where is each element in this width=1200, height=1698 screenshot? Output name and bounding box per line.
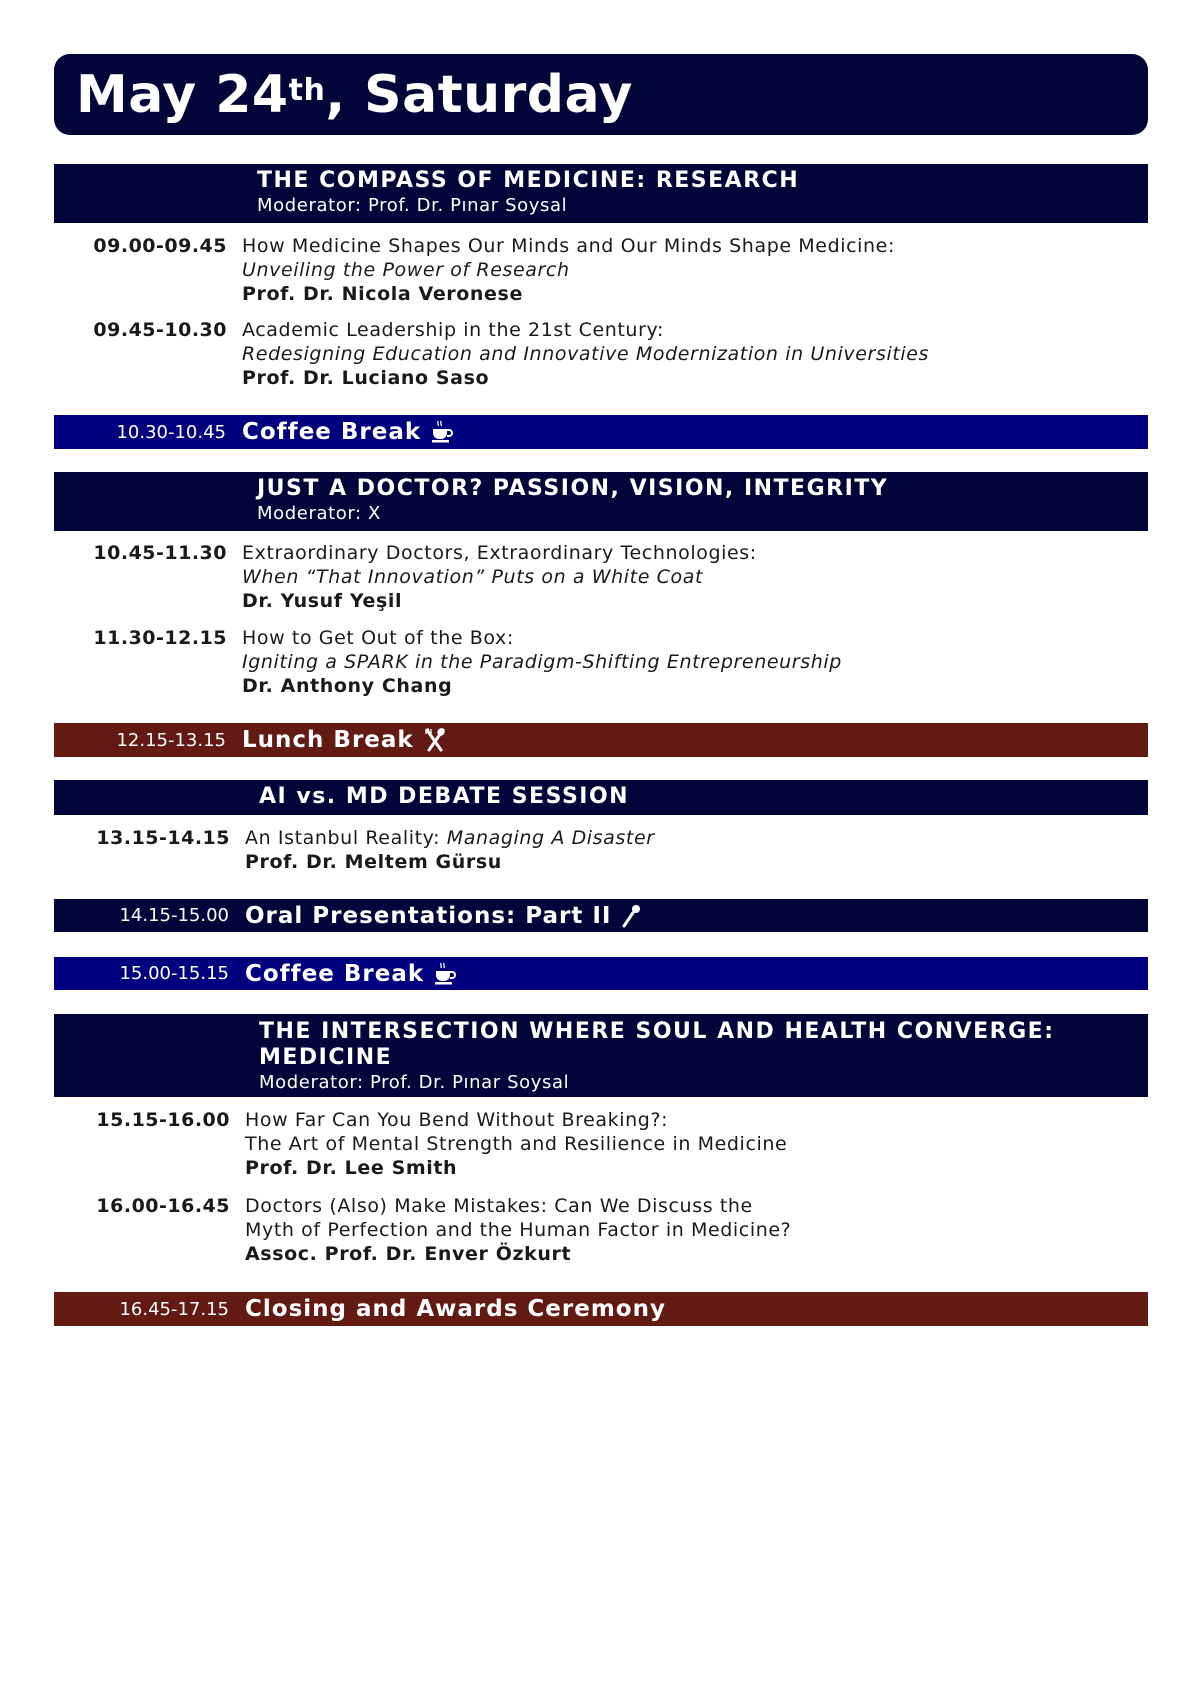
talk-subtitle: Igniting a SPARK in the Paradigm-Shifting Entrepreneurship	[242, 651, 842, 673]
talk-title-italic: Managing A Disaster	[446, 827, 655, 849]
session-title: AI vs. MD DEBATE SESSION	[259, 784, 630, 809]
break-time: 12.15-13.15	[116, 729, 226, 751]
session-title: THE COMPASS OF MEDICINE: RESEARCH	[257, 168, 800, 193]
talk-speaker: Dr. Anthony Chang	[242, 675, 453, 697]
microphone-icon	[621, 904, 641, 928]
session-title-line-2: MEDICINE	[259, 1045, 393, 1070]
title-ordinal: th	[288, 73, 326, 108]
talk-item	[54, 318, 1148, 390]
talk-time: 09.45-10.30	[93, 319, 227, 341]
talk-subtitle: Unveiling the Power of Research	[242, 259, 570, 281]
talk-speaker: Prof. Dr. Lee Smith	[245, 1157, 458, 1179]
talk-title	[245, 826, 655, 850]
closing-ceremony	[54, 1292, 1148, 1326]
title-day: , Saturday	[325, 64, 633, 125]
break-time: 15.00-15.15	[119, 963, 229, 984]
session-header-just-a-doctor	[54, 472, 1148, 531]
session-moderator: Moderator: Prof. Dr. Pınar Soysal	[257, 195, 568, 216]
break-label: Closing and Awards Ceremony	[245, 1296, 666, 1322]
talk-time: 10.45-11.30	[93, 542, 227, 564]
talk-time: 09.00-09.45	[93, 235, 227, 257]
talk-subtitle: Redesigning Education and Innovative Modernization in Universities	[242, 343, 930, 365]
session-header-research	[54, 164, 1148, 223]
talk-title: Extraordinary Doctors, Extraordinary Technologies:	[242, 542, 757, 564]
talk-time: 11.30-12.15	[93, 627, 227, 649]
talk-item	[54, 1194, 1148, 1266]
talk-item	[54, 826, 1148, 874]
talk-item	[54, 1108, 1148, 1180]
talk-title-plain: An Istanbul Reality:	[245, 827, 447, 849]
session-moderator: Moderator: Prof. Dr. Pınar Soysal	[259, 1072, 570, 1093]
talk-item	[54, 626, 1148, 698]
talk-title: How Far Can You Bend Without Breaking?:	[245, 1109, 669, 1131]
talk-title: Doctors (Also) Make Mistakes: Can We Discuss the	[245, 1195, 753, 1217]
break-coffee-1	[54, 415, 1148, 449]
talk-item	[54, 234, 1148, 306]
break-lunch	[54, 723, 1148, 757]
talk-speaker: Prof. Dr. Nicola Veronese	[242, 283, 523, 305]
talk-time: 13.15-14.15	[96, 827, 230, 849]
session-header-soul-and-health	[54, 1014, 1148, 1097]
break-time: 14.15-15.00	[119, 905, 229, 926]
break-label: Coffee Break	[245, 960, 425, 987]
talk-time: 15.15-16.00	[96, 1109, 230, 1131]
break-coffee-2	[54, 957, 1148, 990]
break-oral-presentations	[54, 899, 1148, 932]
session-moderator: Moderator: X	[257, 503, 381, 524]
title-date: May 24	[76, 64, 289, 125]
talk-title: Academic Leadership in the 21st Century:	[242, 319, 664, 341]
talk-speaker: Prof. Dr. Luciano Saso	[242, 367, 490, 389]
break-label: Lunch Break	[242, 727, 414, 753]
coffee-cup-icon	[434, 962, 456, 986]
break-label: Oral Presentations: Part II	[245, 902, 612, 929]
session-header-ai-vs-md	[54, 780, 1148, 815]
talk-subtitle: The Art of Mental Strength and Resilience in Medicine	[245, 1133, 788, 1155]
talk-title: How to Get Out of the Box:	[242, 627, 514, 649]
fork-spoon-icon	[424, 728, 446, 752]
break-time: 10.30-10.45	[116, 421, 226, 443]
break-label: Coffee Break	[242, 419, 422, 445]
coffee-cup-icon	[431, 420, 453, 444]
talk-time: 16.00-16.45	[96, 1195, 230, 1217]
talk-title: How Medicine Shapes Our Minds and Our Minds Shape Medicine:	[242, 235, 895, 257]
talk-speaker: Assoc. Prof. Dr. Enver Özkurt	[245, 1243, 572, 1265]
talk-speaker: Prof. Dr. Meltem Gürsu	[245, 851, 502, 873]
session-title-line-1: THE INTERSECTION WHERE SOUL AND HEALTH CONVERGE:	[259, 1019, 1055, 1044]
break-time: 16.45-17.15	[119, 1298, 229, 1320]
session-title: JUST A DOCTOR? PASSION, VISION, INTEGRITY	[257, 476, 889, 501]
talk-subtitle: Myth of Perfection and the Human Factor in Medicine?	[245, 1219, 792, 1241]
talk-speaker: Dr. Yusuf Yeşil	[242, 590, 403, 612]
talk-item	[54, 541, 1148, 613]
talk-subtitle: When “That Innovation” Puts on a White Coat	[242, 566, 704, 588]
page-title	[54, 54, 1148, 135]
